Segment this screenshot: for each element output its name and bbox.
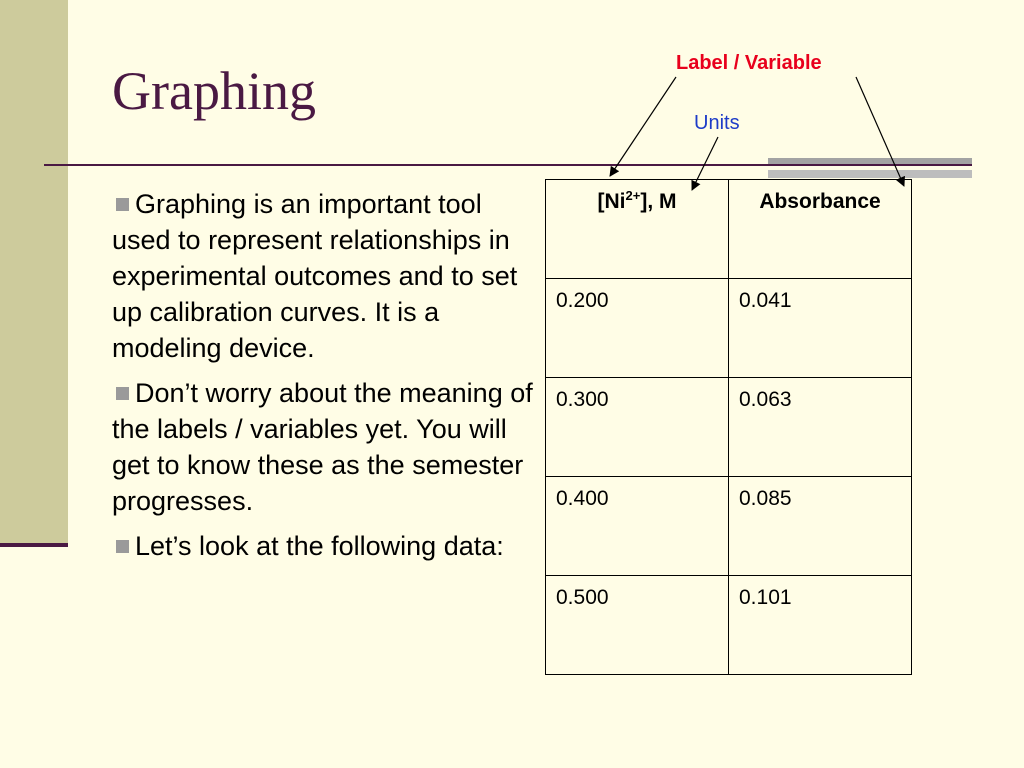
header-absorbance: Absorbance — [729, 180, 912, 279]
bullet-text: Don’t worry about the meaning of the labels / variables yet. You will get to know these as the semester progresses. — [112, 378, 533, 516]
cell-concentration: 0.300 — [546, 378, 729, 477]
cell-absorbance: 0.041 — [729, 279, 912, 378]
cell-concentration: 0.500 — [546, 576, 729, 675]
bullet-text: Graphing is an important tool used to represent relationships in experimental outcomes and to set up calibration curves. It is a modeling device. — [112, 189, 518, 363]
arrow-units-to-unit — [692, 137, 718, 190]
cell-absorbance: 0.085 — [729, 477, 912, 576]
label-variable-annotation: Label / Variable — [676, 52, 822, 74]
bullet-text: Let’s look at the following data: — [135, 531, 504, 561]
arrow-label-to-absorbance — [856, 77, 904, 186]
slide-title: Graphing — [112, 61, 316, 121]
units-annotation: Units — [694, 112, 740, 134]
header-concentration-prefix: [Ni — [597, 190, 626, 213]
header-concentration-suffix: ], M — [640, 190, 677, 213]
cell-concentration: 0.400 — [546, 477, 729, 576]
cell-concentration: 0.200 — [546, 279, 729, 378]
cell-absorbance: 0.101 — [729, 576, 912, 675]
arrow-label-to-concentration — [610, 77, 676, 176]
cell-absorbance: 0.063 — [729, 378, 912, 477]
header-concentration-charge: 2+ — [625, 188, 641, 203]
